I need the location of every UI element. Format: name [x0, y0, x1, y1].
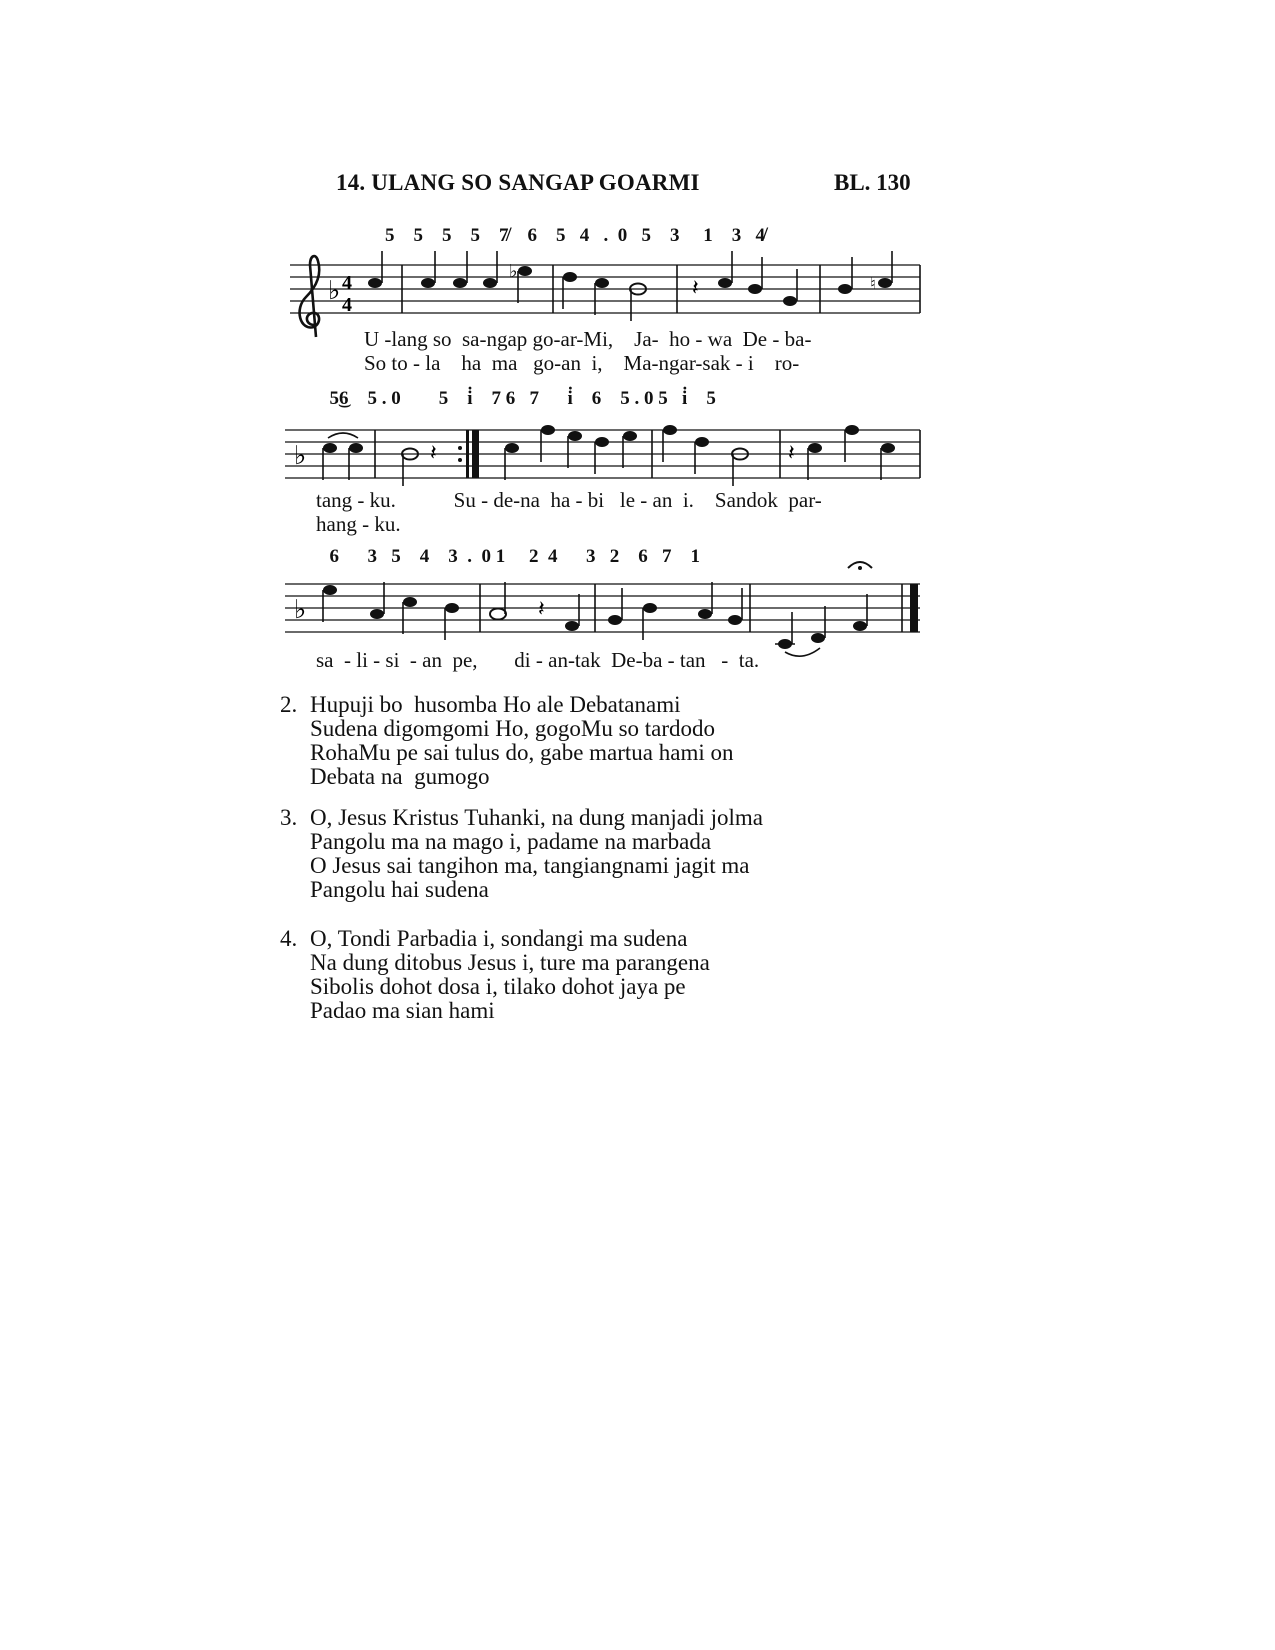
svg-text:𝄽: 𝄽 — [788, 441, 795, 466]
svg-text:♭: ♭ — [328, 276, 341, 306]
fermata-icon — [848, 562, 872, 570]
lyrics-line-2: hang - ku. — [316, 512, 401, 536]
svg-text:♭: ♭ — [294, 595, 307, 625]
svg-text:♮: ♮ — [870, 274, 876, 293]
verse-line: Sibolis dohot dosa i, tilako dohot jaya pe — [310, 974, 686, 999]
lyrics-line-1: tang - ku. Su - de-na ha - bi le - an i. Sandok par- — [316, 488, 822, 512]
lyrics-line-2: So to - la ha ma go-an i, Ma-ngar-sak - i ro- — [364, 351, 800, 375]
lyrics-line-1: sa - li - si - an pe, di - an-tak De-ba - tan - ta. — [316, 648, 760, 672]
verse-number: 2. — [280, 692, 298, 717]
svg-text:4: 4 — [342, 272, 352, 294]
verse-number: 4. — [280, 926, 298, 951]
number-notation: 5 5 5 5 7̸ 6 5 4 . 0 5 3 1 3 4̸ — [385, 225, 765, 246]
svg-text:𝄽: 𝄽 — [430, 441, 437, 466]
verse-line: Hupuji bo husomba Ho ale Debatanami — [310, 692, 681, 717]
music-system-3 — [280, 546, 940, 686]
music-system-1 — [280, 225, 940, 385]
treble-clef-icon — [300, 256, 320, 337]
svg-text:𝄽: 𝄽 — [538, 597, 545, 622]
hymn-title: 14. ULANG SO SANGAP GOARMI — [336, 170, 700, 195]
verse-line: Padao ma sian hami — [310, 998, 495, 1023]
verse-line: O, Jesus Kristus Tuhanki, na dung manjadi jolma — [310, 805, 763, 830]
verse-number: 3. — [280, 805, 298, 830]
svg-text:𝄽: 𝄽 — [692, 276, 699, 301]
lyrics-line-1: U -lang so sa-ngap go-ar-Mi, Ja- ho - wa De - ba- — [364, 327, 812, 351]
hymn-reference: BL. 130 — [834, 170, 911, 195]
music-system-2 — [280, 388, 940, 548]
verse-line: Debata na gumogo — [310, 764, 490, 789]
verse-line: O, Tondi Parbadia i, sondangi ma sudena — [310, 926, 688, 951]
verse-line: Sudena digomgomi Ho, gogoMu so tardodo — [310, 716, 716, 741]
svg-text:4: 4 — [342, 294, 352, 316]
svg-text:♭: ♭ — [509, 261, 518, 282]
number-notation: 5͜6 5 . 0 5 i̇ 7 6 7 i̇ 6 5 . 0 5 i̇ 5 — [320, 388, 716, 409]
svg-text:♭: ♭ — [294, 441, 307, 471]
number-notation: 6 3 5 4 3 . 0 1 2 4 3 2 6 7 1 — [320, 546, 700, 567]
verse-2 — [280, 692, 980, 792]
verse-line: Pangolu ma na mago i, padame na marbada — [310, 829, 712, 854]
verse-line: RohaMu pe sai tulus do, gabe martua hami on — [310, 740, 734, 765]
verse-line: O Jesus sai tangihon ma, tangiangnami jagit ma — [310, 853, 750, 878]
verse-4 — [280, 926, 980, 1026]
staff-notation — [280, 558, 940, 658]
verse-3 — [280, 805, 980, 905]
verse-line: Pangolu hai sudena — [310, 877, 489, 902]
verse-line: Na dung ditobus Jesus i, ture ma parangena — [310, 950, 710, 975]
